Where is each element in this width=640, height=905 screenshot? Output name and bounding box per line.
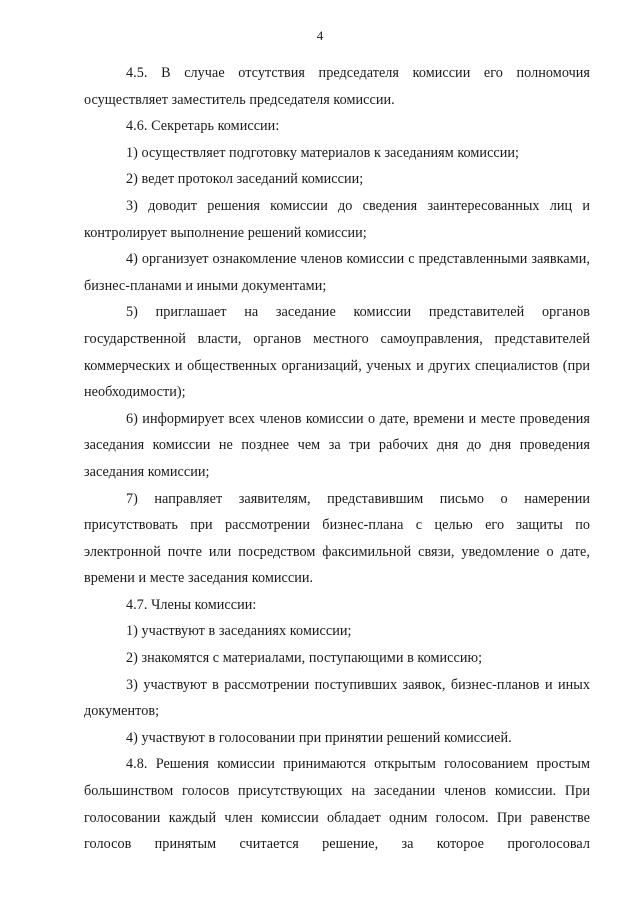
paragraph-4-6-item-6: 6) информирует всех членов комиссии о дате, времени и месте проведения заседания комиссии не позднее чем за три рабочих дня до дня проведения заседания комиссии; xyxy=(84,410,590,480)
paragraph-4-7-item-3: 3) участвуют в рассмотрении поступивших заявок, бизнес-планов и иных документов; xyxy=(84,676,590,720)
paragraph-4-6-item-1: 1) осуществляет подготовку материалов к заседаниям комиссии; xyxy=(126,144,520,161)
paragraph-4-6-item-2: 2) ведет протокол заседаний комиссии; xyxy=(126,171,364,188)
paragraph-4-6-item-4: 4) организует ознакомление членов комиссии с представленными заявками, бизнес-планами и иными документами; xyxy=(84,251,590,294)
paragraph-4-5: 4.5. В случае отсутствия председателя комиссии его полномочия осуществляет заместитель председателя комиссии. xyxy=(84,65,590,108)
paragraph-4-7-item-1: 1) участвуют в заседаниях комиссии; xyxy=(126,623,352,640)
paragraph-4-7-item-4: 4) участвуют в голосовании при принятии решений комиссией. xyxy=(126,729,512,746)
document-body xyxy=(84,60,590,858)
paragraph-4-7-heading: 4.7. Члены комиссии: xyxy=(126,596,257,613)
paragraph-4-6-item-3: 3) доводит решения комиссии до сведения заинтересованных лиц и контролирует выполнение решений комиссии; xyxy=(84,197,590,241)
page-number: 4 xyxy=(316,28,324,43)
paragraph-4-6-item-7: 7) направляет заявителям, представившим письмо о намерении присутствовать при рассмотрении бизнес-плана с целью его защиты по электронной почте или посредством факсимильной связи, уведомление о дате, времени и месте заседания комиссии. xyxy=(84,490,590,587)
paragraph-4-6-heading: 4.6. Секретарь комиссии: xyxy=(126,118,280,135)
paragraph-4-7-item-2: 2) знакомятся с материалами, поступающими в комиссию; xyxy=(126,650,483,667)
paragraph-4-8: 4.8. Решения комиссии принимаются открытым голосованием простым большинством голосов присутствующих на заседании членов комиссии. При голосовании каждый член комиссии обладает одним голосом. При равенстве голосов принятым считается решение, за которое проголосовал xyxy=(84,756,590,853)
paragraph-4-6-item-5: 5) приглашает на заседание комиссии представителей органов государственной власти, органов местного самоуправления, представителей коммерческих и общественных организаций, ученых и других специалистов (при необходимости); xyxy=(84,304,590,401)
